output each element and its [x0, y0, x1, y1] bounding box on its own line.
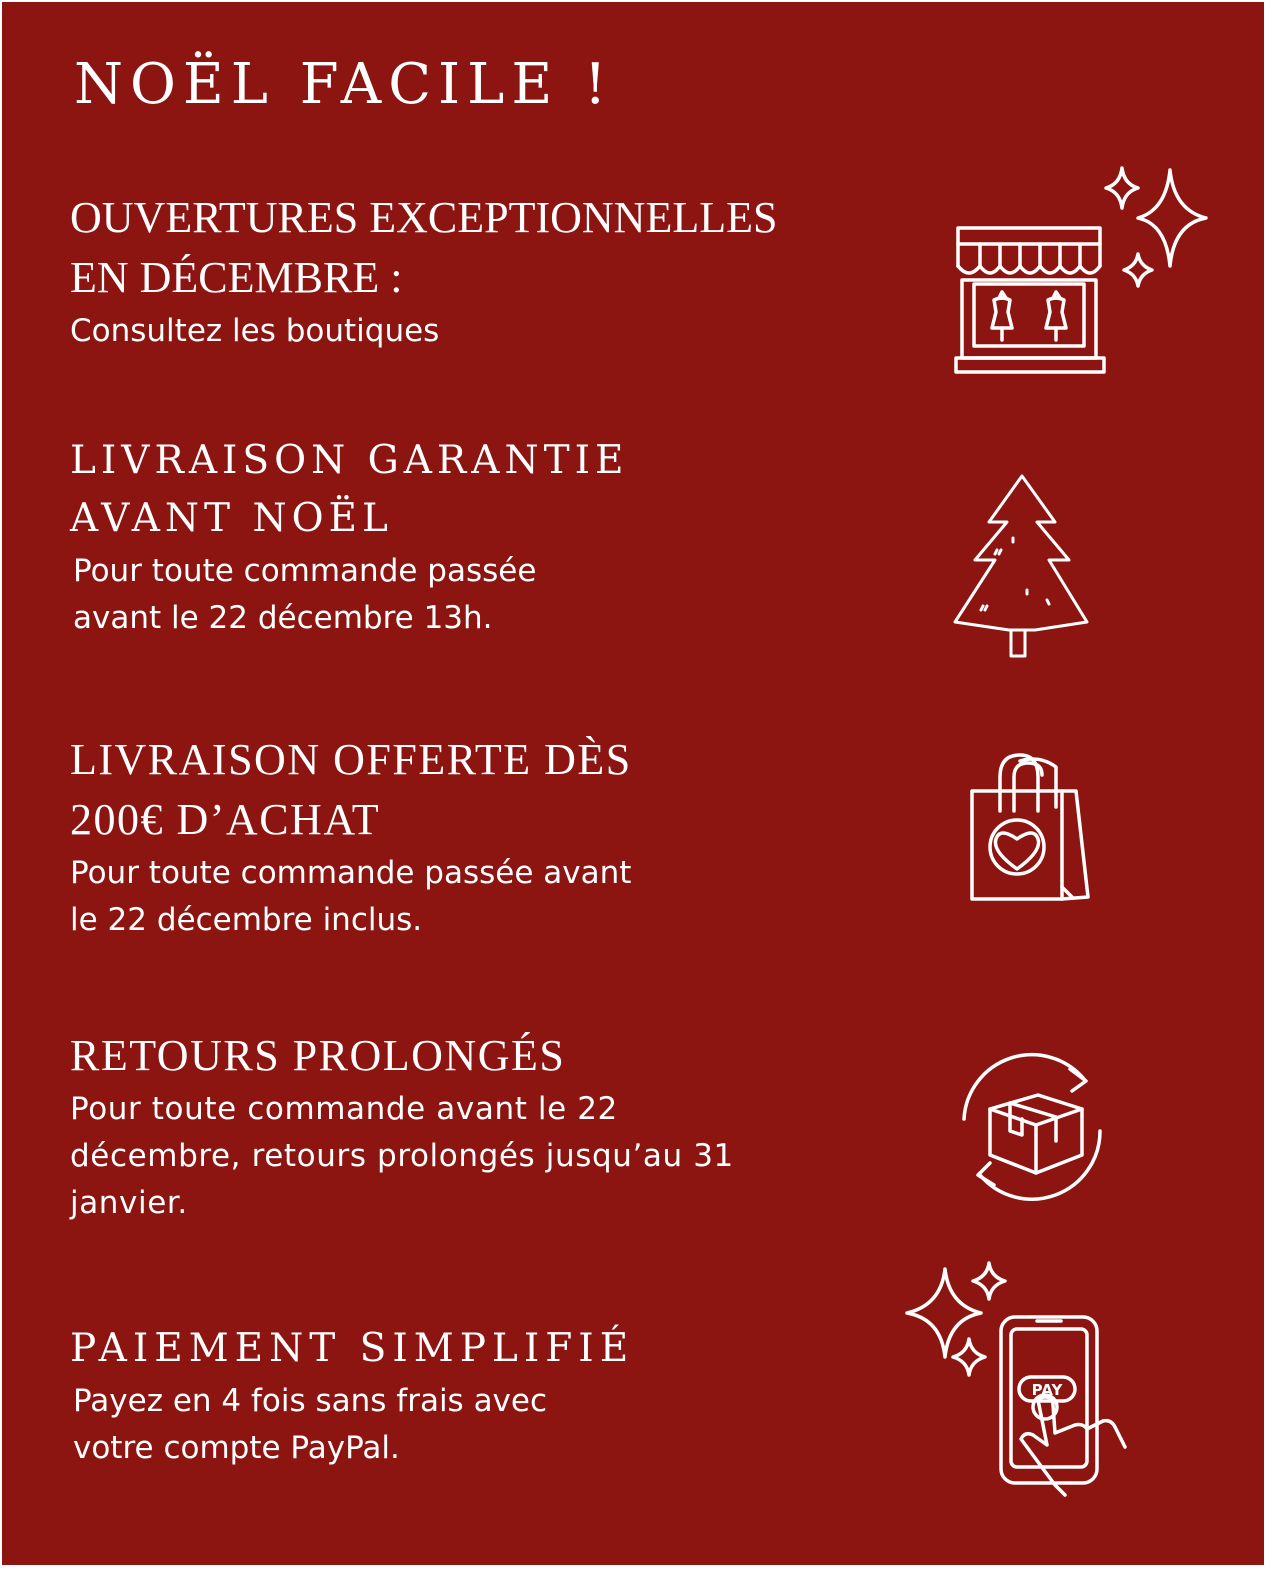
- shopping-bag-heart-icon: [962, 747, 1097, 907]
- section-text: Consultez les boutiques: [70, 313, 440, 349]
- section-text: Pour toute commande passée avant: [70, 855, 632, 891]
- return-box-icon: [952, 1047, 1112, 1207]
- section-heading: RETOURS PROLONGÉS: [70, 1031, 566, 1080]
- section-text: avant le 22 décembre 13h.: [73, 600, 493, 636]
- section-exceptional-openings: [70, 188, 830, 355]
- christmas-tree-icon: [947, 472, 1097, 667]
- pay-button-label: PAY: [1031, 1381, 1063, 1399]
- section-simplified-payment: [70, 1320, 830, 1472]
- storefront-icon: [942, 162, 1222, 392]
- section-guaranteed-delivery: [70, 432, 830, 642]
- section-heading: OUVERTURES EXCEPTIONNELLES: [70, 193, 778, 242]
- section-text: décembre, retours prolongés jusqu’au 31: [70, 1138, 734, 1174]
- section-heading: LIVRAISON GARANTIE: [70, 438, 629, 483]
- section-text: Pour toute commande avant le 22: [70, 1091, 618, 1127]
- section-text: votre compte PayPal.: [73, 1430, 400, 1466]
- mobile-pay-icon: [897, 1257, 1147, 1507]
- section-heading: EN DÉCEMBRE :: [70, 253, 403, 302]
- section-heading: PAIEMENT SIMPLIFIÉ: [70, 1326, 635, 1371]
- section-heading: LIVRAISON OFFERTE DÈS: [70, 735, 632, 784]
- section-text: le 22 décembre inclus.: [70, 902, 423, 938]
- section-free-delivery: [70, 730, 830, 944]
- section-heading: AVANT NOËL: [70, 496, 393, 541]
- section-extended-returns: [70, 1026, 830, 1227]
- page-title: NOËL FACILE !: [74, 52, 614, 117]
- section-text: Payez en 4 fois sans frais avec: [73, 1383, 548, 1419]
- section-text: janvier.: [70, 1185, 188, 1221]
- christmas-info-poster: [2, 2, 1264, 1565]
- section-heading: 200€ D’ACHAT: [70, 795, 381, 844]
- section-text: Pour toute commande passée: [73, 553, 537, 589]
